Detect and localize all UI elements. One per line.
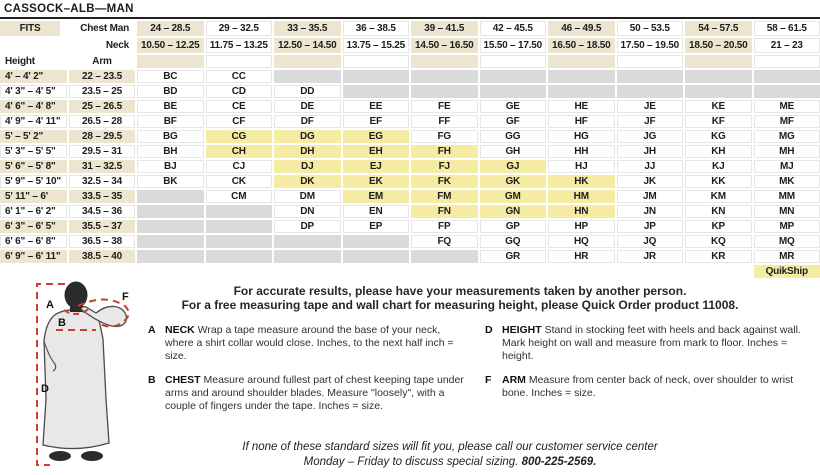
arm-cell: 29.5 – 31	[69, 145, 135, 158]
size-code-cell: CJ	[206, 160, 273, 173]
arm-cell: 33.5 – 35	[69, 190, 135, 203]
size-code-cell: KR	[685, 250, 752, 263]
table-row	[0, 70, 820, 83]
empty-size-cell	[411, 250, 478, 263]
size-code-cell: KJ	[685, 160, 752, 173]
empty-size-cell	[754, 70, 820, 83]
size-code-cell: DN	[274, 205, 341, 218]
empty-size-cell	[343, 70, 410, 83]
arm-cell: 28 – 29.5	[69, 130, 135, 143]
size-code-cell: FK	[411, 175, 478, 188]
size-code-cell: GM	[480, 190, 547, 203]
neck-range-cell: 21 – 23	[754, 38, 820, 53]
arm-cell: 36.5 – 38	[69, 235, 135, 248]
empty-size-cell	[548, 85, 615, 98]
size-code-cell: MR	[754, 250, 820, 263]
instruction-term: CHEST	[165, 374, 201, 386]
size-code-cell: GF	[480, 115, 547, 128]
size-code-cell: DM	[274, 190, 341, 203]
height-cell: 5' 11" – 6'	[0, 190, 67, 203]
empty-size-cell	[617, 85, 684, 98]
size-code-cell: FG	[411, 130, 478, 143]
empty-size-cell	[274, 250, 341, 263]
size-code-cell: BD	[137, 85, 204, 98]
instruction-item	[485, 324, 804, 363]
size-code-cell: GE	[480, 100, 547, 113]
size-code-cell: BC	[137, 70, 204, 83]
size-code-cell: DG	[274, 130, 341, 143]
size-code-cell: MG	[754, 130, 820, 143]
size-code-cell: FJ	[411, 160, 478, 173]
size-code-cell: MJ	[754, 160, 820, 173]
size-code-cell: KM	[685, 190, 752, 203]
size-code-cell: HN	[548, 205, 615, 218]
size-code-cell: CD	[206, 85, 273, 98]
empty-size-cell	[274, 235, 341, 248]
empty-size-cell	[137, 205, 204, 218]
height-cell: 6' 9" – 6' 11"	[0, 250, 67, 263]
size-code-cell: CC	[206, 70, 273, 83]
table-row	[0, 160, 820, 173]
empty-size-cell	[137, 220, 204, 233]
size-code-cell: GH	[480, 145, 547, 158]
table-row	[0, 130, 820, 143]
table-row	[0, 175, 820, 188]
instruction-item	[148, 374, 467, 413]
size-code-cell: KG	[685, 130, 752, 143]
size-code-cell: MM	[754, 190, 820, 203]
size-code-cell: KN	[685, 205, 752, 218]
instructions-column-left	[148, 324, 467, 424]
size-code-cell: GN	[480, 205, 547, 218]
phone-number: 800-225-2569.	[521, 456, 597, 468]
size-code-cell: HH	[548, 145, 615, 158]
size-code-cell: JH	[617, 145, 684, 158]
figure-foot-left	[49, 451, 71, 461]
size-code-cell: EP	[343, 220, 410, 233]
instruction-item	[148, 324, 467, 363]
size-code-cell: BJ	[137, 160, 204, 173]
empty-size-cell	[137, 235, 204, 248]
size-code-cell: FM	[411, 190, 478, 203]
instruction-term: NECK	[165, 324, 195, 336]
size-code-cell: HE	[548, 100, 615, 113]
notes-line-1: For accurate results, please have your measurements taken by another person.	[233, 284, 687, 298]
size-code-cell: KQ	[685, 235, 752, 248]
height-cell: 4' 9" – 4' 11"	[0, 115, 67, 128]
size-code-cell: GP	[480, 220, 547, 233]
footer-line-2-text: Monday – Friday to discuss special sizing.	[303, 456, 522, 468]
height-cell: 4' 3" – 4' 5"	[0, 85, 67, 98]
neck-range-cell: 15.50 – 17.50	[480, 38, 547, 53]
instructions-block	[148, 324, 804, 424]
size-code-cell: FE	[411, 100, 478, 113]
height-cell: 6' 6" – 6' 8"	[0, 235, 67, 248]
subheader-cell	[617, 55, 684, 68]
arm-cell: 25 – 26.5	[69, 100, 135, 113]
chest-row-label: Chest Man	[62, 21, 135, 36]
size-code-cell: JG	[617, 130, 684, 143]
size-code-cell: HK	[548, 175, 615, 188]
notes-line-2: For a free measuring tape and wall chart for measuring height, please Quick Order product 11008.	[181, 298, 739, 312]
size-code-cell: KP	[685, 220, 752, 233]
empty-size-cell	[754, 85, 820, 98]
size-code-cell: HQ	[548, 235, 615, 248]
size-code-cell: CE	[206, 100, 273, 113]
arm-cell: 32.5 – 34	[69, 175, 135, 188]
arm-cell: 34.5 – 36	[69, 205, 135, 218]
size-code-cell: HM	[548, 190, 615, 203]
instruction-text: CHEST Measure around fullest part of chest keeping tape under arms and around shoulder blades. Measure "loosely", with a couple of fingers under the tape. Inches = size.	[165, 374, 464, 412]
table-row	[0, 115, 820, 128]
size-code-cell: EF	[343, 115, 410, 128]
empty-size-cell	[411, 70, 478, 83]
empty-size-cell	[617, 70, 684, 83]
neck-range-cell: 14.50 – 16.50	[411, 38, 478, 53]
instruction-text: HEIGHT Stand in stocking feet with heels and back against wall. Mark height on wall and measure from mark to floor. Inches = height.	[502, 324, 801, 362]
size-code-cell: EJ	[343, 160, 410, 173]
subheader-cell	[685, 55, 752, 68]
subheader-cell	[548, 55, 615, 68]
size-code-cell: ME	[754, 100, 820, 113]
footer-line-2	[140, 455, 760, 470]
height-column-label: Height	[5, 56, 35, 67]
size-code-cell: JQ	[617, 235, 684, 248]
arm-cell: 31 – 32.5	[69, 160, 135, 173]
size-code-cell: FQ	[411, 235, 478, 248]
empty-size-cell	[206, 235, 273, 248]
size-code-cell: GR	[480, 250, 547, 263]
subheader-cell	[274, 55, 341, 68]
size-code-cell: KE	[685, 100, 752, 113]
size-code-cell: EE	[343, 100, 410, 113]
size-code-cell: JK	[617, 175, 684, 188]
empty-size-cell	[343, 235, 410, 248]
size-code-cell: BE	[137, 100, 204, 113]
footer-line-1: If none of these standard sizes will fit you, please call our customer service center	[242, 441, 658, 453]
size-code-cell: DE	[274, 100, 341, 113]
cassock-measurement-figure	[10, 279, 140, 473]
size-code-cell: DD	[274, 85, 341, 98]
arm-cell: 23.5 – 25	[69, 85, 135, 98]
height-cell: 5' 3" – 5' 5"	[0, 145, 67, 158]
size-code-cell: MP	[754, 220, 820, 233]
table-row	[0, 190, 820, 203]
subheader-cell	[206, 55, 273, 68]
neck-range-cell: 13.75 – 15.25	[343, 38, 410, 53]
empty-size-cell	[137, 250, 204, 263]
size-code-cell: HG	[548, 130, 615, 143]
figure-foot-right	[81, 451, 103, 461]
size-code-cell: JF	[617, 115, 684, 128]
arm-cell: 38.5 – 40	[69, 250, 135, 263]
size-code-cell: DH	[274, 145, 341, 158]
size-code-cell: MN	[754, 205, 820, 218]
figure-label-a: A	[46, 299, 54, 311]
neck-range-cell: 11.75 – 13.25	[206, 38, 273, 53]
chest-range-cell: 50 – 53.5	[617, 21, 684, 36]
size-code-cell: JP	[617, 220, 684, 233]
size-code-cell: GJ	[480, 160, 547, 173]
empty-size-cell	[480, 70, 547, 83]
instruction-text: NECK Wrap a tape measure around the base of your neck, where a shirt collar would close. Inches, to the next half inch = size.	[165, 324, 454, 362]
figure-label-d: D	[41, 383, 49, 395]
table-row	[0, 100, 820, 113]
neck-row-label: Neck	[62, 38, 135, 53]
size-code-cell: KF	[685, 115, 752, 128]
subheader-cell	[754, 55, 820, 68]
size-code-cell: JN	[617, 205, 684, 218]
chest-range-cell: 58 – 61.5	[754, 21, 820, 36]
instruction-letter: F	[485, 374, 492, 386]
table-row	[0, 205, 820, 218]
height-cell: 5' 6" – 5' 8"	[0, 160, 67, 173]
subheader-cell	[137, 55, 204, 68]
size-code-cell: DK	[274, 175, 341, 188]
size-code-cell: MK	[754, 175, 820, 188]
empty-size-cell	[480, 85, 547, 98]
size-code-cell: MF	[754, 115, 820, 128]
instruction-term: HEIGHT	[502, 324, 542, 336]
size-code-cell: EK	[343, 175, 410, 188]
chest-range-cell: 39 – 41.5	[411, 21, 478, 36]
empty-size-cell	[274, 70, 341, 83]
height-cell: 5' – 5' 2"	[0, 130, 67, 143]
table-body	[0, 70, 820, 263]
size-code-cell: FN	[411, 205, 478, 218]
instruction-text: ARM Measure from center back of neck, over shoulder to wrist bone. Inches = size.	[502, 374, 794, 399]
size-code-cell: BH	[137, 145, 204, 158]
empty-size-cell	[137, 190, 204, 203]
size-code-cell: CF	[206, 115, 273, 128]
size-code-cell: CH	[206, 145, 273, 158]
neck-range-cell: 18.50 – 20.50	[685, 38, 752, 53]
height-cell: 5' 9" – 5' 10"	[0, 175, 67, 188]
size-code-cell: HJ	[548, 160, 615, 173]
size-code-cell: EN	[343, 205, 410, 218]
empty-size-cell	[343, 85, 410, 98]
size-code-cell: JM	[617, 190, 684, 203]
chest-range-cell: 54 – 57.5	[685, 21, 752, 36]
size-code-cell: CM	[206, 190, 273, 203]
empty-size-cell	[411, 85, 478, 98]
instruction-letter: D	[485, 324, 493, 336]
size-code-cell: GG	[480, 130, 547, 143]
table-row	[0, 220, 820, 233]
figure-label-f: F	[122, 291, 129, 303]
neck-range-cell: 16.50 – 18.50	[548, 38, 615, 53]
subheader-cell	[411, 55, 478, 68]
instruction-letter: A	[148, 324, 156, 336]
size-code-cell: EG	[343, 130, 410, 143]
size-code-cell: FP	[411, 220, 478, 233]
chest-range-cell: 36 – 38.5	[343, 21, 410, 36]
size-code-cell: BG	[137, 130, 204, 143]
table-row	[0, 85, 820, 98]
size-table	[0, 21, 820, 278]
chest-range-cell: 24 – 28.5	[137, 21, 204, 36]
fits-label: FITS	[0, 21, 60, 36]
height-cell: 6' 3" – 6' 5"	[0, 220, 67, 233]
empty-size-cell	[206, 220, 273, 233]
footer-note	[140, 440, 760, 470]
empty-size-cell	[685, 70, 752, 83]
size-code-cell: MQ	[754, 235, 820, 248]
size-code-cell: JR	[617, 250, 684, 263]
subheader-row	[0, 55, 820, 68]
size-code-cell: FH	[411, 145, 478, 158]
neck-range-cell: 12.50 – 14.50	[274, 38, 341, 53]
size-code-cell: GK	[480, 175, 547, 188]
subheader-cell	[480, 55, 547, 68]
neck-range-cell: 10.50 – 12.25	[137, 38, 204, 53]
arm-cell: 22 – 23.5	[69, 70, 135, 83]
figure-label-b: B	[58, 317, 66, 329]
size-code-cell: HP	[548, 220, 615, 233]
figure-robe	[43, 310, 109, 449]
empty-size-cell	[685, 85, 752, 98]
table-header	[0, 21, 820, 53]
size-code-cell: BK	[137, 175, 204, 188]
instruction-letter: B	[148, 374, 156, 386]
arm-column-label: Arm	[69, 55, 135, 68]
empty-size-cell	[548, 70, 615, 83]
height-cell: 4' 6" – 4' 8"	[0, 100, 67, 113]
size-code-cell: BF	[137, 115, 204, 128]
size-code-cell: CK	[206, 175, 273, 188]
size-code-cell: KK	[685, 175, 752, 188]
chest-range-cell: 42 – 45.5	[480, 21, 547, 36]
instruction-item	[485, 374, 804, 400]
empty-size-cell	[206, 205, 273, 218]
height-cell: 6' 1" – 6' 2"	[0, 205, 67, 218]
arm-cell: 26.5 – 28	[69, 115, 135, 128]
instruction-term: ARM	[502, 374, 526, 386]
chest-range-cell: 33 – 35.5	[274, 21, 341, 36]
size-code-cell: DJ	[274, 160, 341, 173]
size-code-cell: MH	[754, 145, 820, 158]
measurement-notes	[140, 284, 780, 312]
quickship-row	[0, 265, 820, 278]
size-code-cell: JJ	[617, 160, 684, 173]
page-title: CASSOCK–ALB—MAN	[0, 0, 820, 19]
arm-cell: 35.5 – 37	[69, 220, 135, 233]
size-code-cell: DP	[274, 220, 341, 233]
size-code-cell: KH	[685, 145, 752, 158]
table-row	[0, 145, 820, 158]
size-code-cell: CG	[206, 130, 273, 143]
instructions-column-right	[485, 324, 804, 424]
neck-range-cell: 17.50 – 19.50	[617, 38, 684, 53]
chest-range-cell: 46 – 49.5	[548, 21, 615, 36]
table-row	[0, 235, 820, 248]
empty-size-cell	[343, 250, 410, 263]
size-code-cell: JE	[617, 100, 684, 113]
subheader-cell	[343, 55, 410, 68]
chest-range-cell: 29 – 32.5	[206, 21, 273, 36]
size-code-cell: FF	[411, 115, 478, 128]
quickship-badge: QuikShip	[754, 265, 820, 278]
table-row	[0, 250, 820, 263]
size-code-cell: EH	[343, 145, 410, 158]
empty-size-cell	[206, 250, 273, 263]
size-code-cell: HR	[548, 250, 615, 263]
height-cell: 4' – 4' 2"	[0, 70, 67, 83]
cassock-figure-svg	[10, 279, 140, 473]
size-code-cell: GQ	[480, 235, 547, 248]
size-code-cell: HF	[548, 115, 615, 128]
size-code-cell: EM	[343, 190, 410, 203]
size-code-cell: DF	[274, 115, 341, 128]
